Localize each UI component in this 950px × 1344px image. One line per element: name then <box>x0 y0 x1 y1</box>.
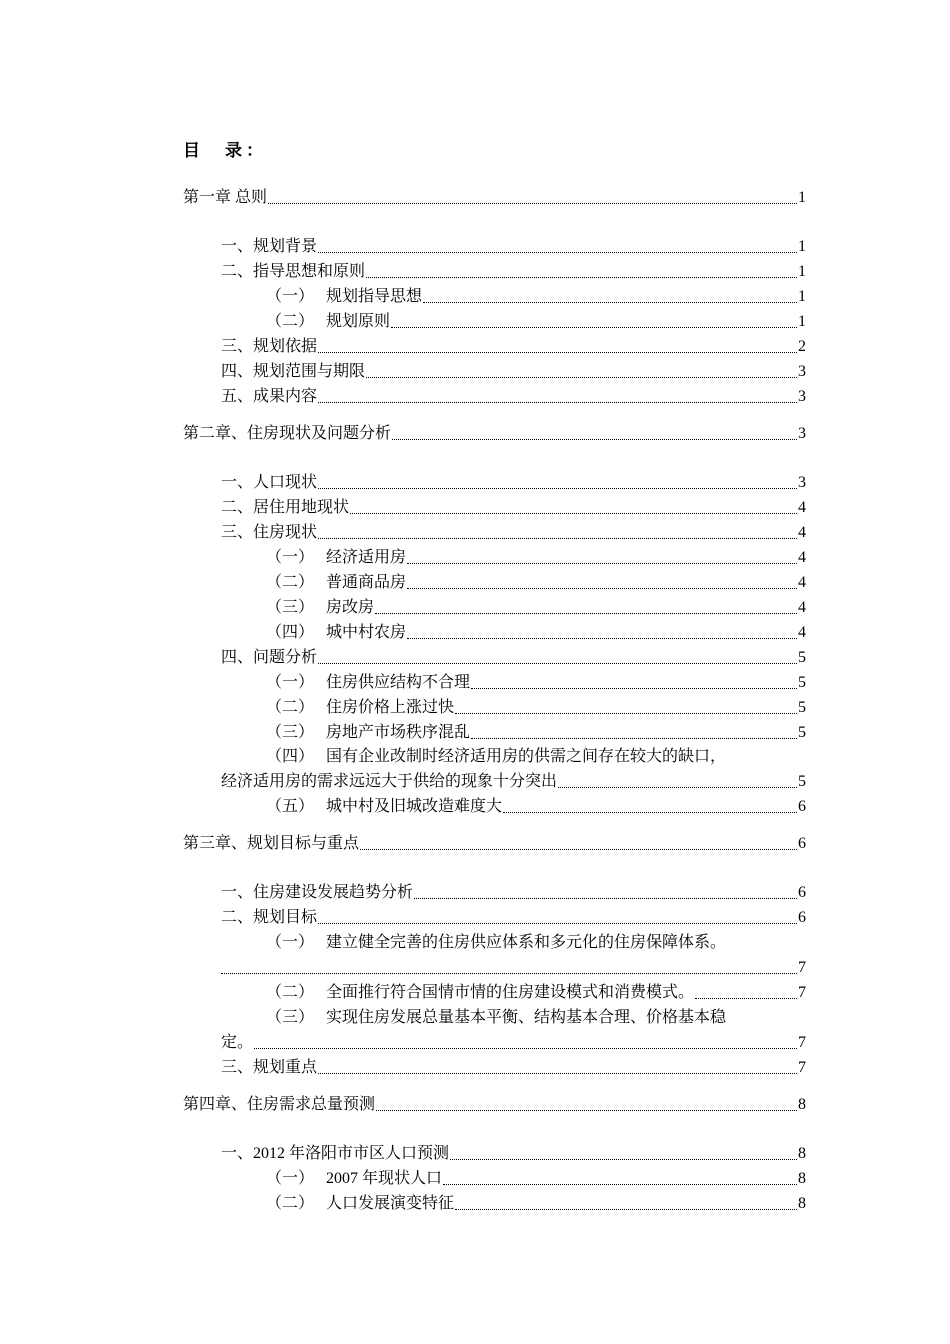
dot-leader <box>414 898 797 899</box>
toc-title: 目 录： <box>183 141 267 160</box>
toc-entry-label: 第二章、住房现状及问题分析 <box>183 425 392 442</box>
toc-entry-label: 住房供应结构不合理 <box>326 674 471 691</box>
toc-entry-chapter-2[interactable] <box>183 423 806 445</box>
dot-leader <box>376 1110 797 1111</box>
toc-page-number: 5 <box>798 724 806 741</box>
toc-entry-label: 全面推行符合国情市情的住房建设模式和消费模式。 <box>326 984 695 1001</box>
toc-page-number: 8 <box>798 1195 806 1212</box>
toc-page-number: 4 <box>798 499 806 516</box>
dot-leader <box>268 203 797 204</box>
toc-entry-label: 国有企业改制时经济适用房的供需之间存在较大的缺口， <box>326 748 727 765</box>
toc-entry-label: 四、问题分析 <box>221 649 318 666</box>
toc-entry[interactable] <box>266 1193 806 1215</box>
toc-entry-label: 二、指导思想和原则 <box>221 263 366 280</box>
toc-entry[interactable] <box>266 597 806 619</box>
dot-leader <box>318 1073 797 1074</box>
toc-page-number: 6 <box>798 909 806 926</box>
toc-entry-label: 2007 年现状人口 <box>326 1170 443 1187</box>
toc-entry[interactable] <box>221 647 806 669</box>
toc-entry-number: （二） <box>266 574 315 591</box>
toc-entry-wrapped-first-line[interactable] <box>266 932 806 954</box>
toc-entry-label: 实现住房发展总量基本平衡、结构基本合理、价格基本稳 <box>326 1009 727 1026</box>
toc-entry-label: 规划指导思想 <box>326 288 423 305</box>
toc-entry[interactable] <box>221 236 806 258</box>
toc-page-number: 7 <box>798 1034 806 1051</box>
dot-leader <box>443 1184 797 1185</box>
toc-entry[interactable] <box>266 572 806 594</box>
toc-entry[interactable] <box>221 1057 806 1079</box>
toc-entry-label: 五、成果内容 <box>221 388 318 405</box>
toc-page-number: 3 <box>798 425 806 442</box>
dot-leader <box>318 488 797 489</box>
dot-leader <box>366 277 797 278</box>
dot-leader <box>318 402 797 403</box>
toc-entry-number: （四） <box>266 624 315 641</box>
toc-entry-number: （一） <box>266 549 315 566</box>
dot-leader <box>450 1159 797 1160</box>
dot-leader <box>392 439 797 440</box>
toc-page-number: 3 <box>798 474 806 491</box>
dot-leader <box>407 563 797 564</box>
toc-page-number: 1 <box>798 238 806 255</box>
toc-page-number: 4 <box>798 599 806 616</box>
toc-entry[interactable] <box>266 286 806 308</box>
toc-entry[interactable] <box>266 311 806 333</box>
toc-entry-label: 经济适用房 <box>326 549 407 566</box>
dot-leader <box>391 327 797 328</box>
toc-page-number: 6 <box>798 884 806 901</box>
toc-page-number: 7 <box>798 984 806 1001</box>
toc-page-number: 5 <box>798 773 806 790</box>
toc-entry[interactable] <box>221 361 806 383</box>
toc-entry-label: 建立健全完善的住房供应体系和多元化的住房保障体系。 <box>326 934 727 951</box>
toc-entry-wrapped-continuation[interactable] <box>221 1032 806 1054</box>
toc-entry-label: 三、住房现状 <box>221 524 318 541</box>
toc-page-number: 6 <box>798 835 806 852</box>
dot-leader <box>375 613 797 614</box>
toc-page-number: 5 <box>798 649 806 666</box>
toc-entry-label: 第三章、规划目标与重点 <box>183 835 360 852</box>
dot-leader <box>318 538 797 539</box>
toc-entry[interactable] <box>221 386 806 408</box>
toc-entry[interactable] <box>221 261 806 283</box>
toc-entry-chapter-1[interactable] <box>183 187 806 209</box>
toc-page-number: 2 <box>798 338 806 355</box>
toc-entry[interactable] <box>266 547 806 569</box>
toc-page-number: 8 <box>798 1170 806 1187</box>
toc-entry-wrapped-continuation[interactable] <box>221 771 806 793</box>
toc-page-number: 8 <box>798 1145 806 1162</box>
toc-entry-label: 一、2012 年洛阳市市区人口预测 <box>221 1145 450 1162</box>
dot-leader <box>350 513 797 514</box>
toc-page-number: 4 <box>798 624 806 641</box>
toc-entry[interactable] <box>221 1143 806 1165</box>
toc-entry-label: 第四章、住房需求总量预测 <box>183 1096 376 1113</box>
dot-leader <box>254 1048 797 1049</box>
toc-page-number: 5 <box>798 699 806 716</box>
toc-page-number: 1 <box>798 288 806 305</box>
dot-leader <box>558 787 797 788</box>
toc-entry-label: 城中村农房 <box>326 624 407 641</box>
toc-entry-label: 二、规划目标 <box>221 909 318 926</box>
dot-leader <box>423 302 797 303</box>
toc-page-number: 1 <box>798 313 806 330</box>
toc-entry-number: （二） <box>266 1195 315 1212</box>
toc-entry-label: 人口发展演变特征 <box>326 1195 455 1212</box>
toc-entry-label: 二、居住用地现状 <box>221 499 350 516</box>
toc-entry[interactable] <box>221 907 806 929</box>
toc-entry-number: （一） <box>266 1170 315 1187</box>
dot-leader <box>503 812 797 813</box>
toc-entry-label: 房地产市场秩序混乱 <box>326 724 471 741</box>
toc-entry-wrapped-first-line[interactable] <box>266 1007 806 1029</box>
toc-page-number: 7 <box>798 959 806 976</box>
dot-leader <box>366 377 797 378</box>
toc-entry-number: （四） <box>266 748 315 765</box>
toc-entry-label: 四、规划范围与期限 <box>221 363 366 380</box>
toc-page-number: 8 <box>798 1096 806 1113</box>
toc-entry-number: （二） <box>266 984 315 1001</box>
dot-leader <box>221 973 797 974</box>
toc-entry-chapter-3[interactable] <box>183 833 806 855</box>
toc-entry-label: 住房价格上涨过快 <box>326 699 455 716</box>
toc-entry[interactable] <box>221 522 806 544</box>
dot-leader <box>318 252 797 253</box>
dot-leader <box>407 588 797 589</box>
toc-entry-label: 普通商品房 <box>326 574 407 591</box>
toc-page-number: 4 <box>798 524 806 541</box>
toc-entry-label: 第一章 总则 <box>183 189 268 206</box>
toc-entry-number: （二） <box>266 699 315 716</box>
toc-entry[interactable] <box>221 472 806 494</box>
toc-entry-label: 三、规划重点 <box>221 1059 318 1076</box>
dot-leader <box>318 663 797 664</box>
toc-entry-number: （五） <box>266 798 315 815</box>
toc-entry[interactable] <box>266 697 806 719</box>
toc-page-number: 5 <box>798 674 806 691</box>
toc-entry[interactable] <box>266 722 806 744</box>
toc-entry-label: 一、住房建设发展趋势分析 <box>221 884 414 901</box>
dot-leader <box>455 713 797 714</box>
toc-entry-label: 一、人口现状 <box>221 474 318 491</box>
toc-entry-label: 经济适用房的需求远远大于供给的现象十分突出 <box>221 773 558 790</box>
toc-entry[interactable] <box>266 982 806 1004</box>
toc-entry-label: 三、规划依据 <box>221 338 318 355</box>
dot-leader <box>471 738 797 739</box>
toc-page-number: 7 <box>798 1059 806 1076</box>
toc-entry-chapter-4[interactable] <box>183 1094 806 1116</box>
toc-entry[interactable] <box>266 796 806 818</box>
toc-entry-number: （三） <box>266 599 315 616</box>
toc-page-number: 4 <box>798 574 806 591</box>
dot-leader <box>455 1209 797 1210</box>
toc-entry[interactable] <box>221 497 806 519</box>
dot-leader <box>318 923 797 924</box>
toc-entry-number: （一） <box>266 288 315 305</box>
dot-leader <box>471 688 797 689</box>
toc-entry-label: 房改房 <box>326 599 375 616</box>
dot-leader <box>318 352 797 353</box>
toc-entry-wrapped-first-line[interactable] <box>266 746 806 768</box>
dot-leader <box>360 849 797 850</box>
toc-page-number: 3 <box>798 363 806 380</box>
toc-entry-number: （一） <box>266 934 315 951</box>
toc-entry-number: （三） <box>266 1009 315 1026</box>
dot-leader <box>695 998 797 999</box>
toc-entry[interactable] <box>266 622 806 644</box>
toc-entry[interactable] <box>266 1168 806 1190</box>
toc-entry-number: （一） <box>266 674 315 691</box>
dot-leader <box>407 638 797 639</box>
toc-entry[interactable] <box>266 672 806 694</box>
toc-page-number: 3 <box>798 388 806 405</box>
toc-page-number: 4 <box>798 549 806 566</box>
toc-page-number: 1 <box>798 189 806 206</box>
toc-page-number: 6 <box>798 798 806 815</box>
toc-entry-label: 定。 <box>221 1034 254 1051</box>
toc-entry-number: （二） <box>266 313 315 330</box>
toc-page-number: 1 <box>798 263 806 280</box>
toc-entry-label: 规划原则 <box>326 313 391 330</box>
toc-entry-label: 一、规划背景 <box>221 238 318 255</box>
toc-entry[interactable] <box>221 336 806 358</box>
toc-entry-wrapped-continuation[interactable] <box>221 957 806 979</box>
toc-entry-label: 城中村及旧城改造难度大 <box>326 798 503 815</box>
toc-entry[interactable] <box>221 882 806 904</box>
toc-entry-number: （三） <box>266 724 315 741</box>
